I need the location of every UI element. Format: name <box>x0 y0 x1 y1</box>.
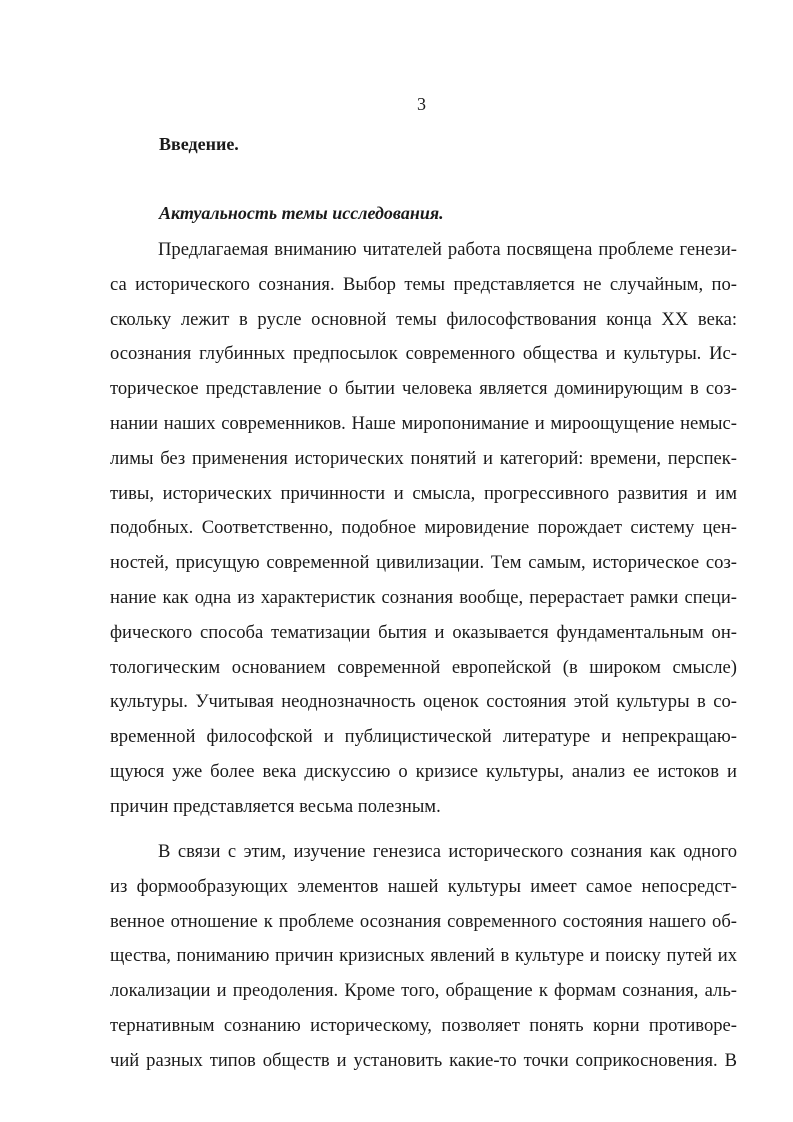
text-line: тивы, исторических причинности и смысла, прогрессивного развития и им <box>110 482 737 504</box>
text-line: чий разных типов обществ и установить какие-то точки соприкосновения. В <box>110 1049 737 1071</box>
text-line: скольку лежит в русле основной темы философствования конца XX века: <box>110 308 737 330</box>
text-line: Предлагаемая вниманию читателей работа посвящена проблеме генези- <box>158 239 737 260</box>
text-line: фического способа тематизации бытия и оказывается фундаментальным он- <box>110 621 737 643</box>
text-line: осознания глубинных предпосылок современного общества и культуры. Ис- <box>110 343 737 365</box>
section-subheading: Актуальность темы исследования. <box>159 203 444 223</box>
text-line: нание как одна из характеристик сознания вообще, перерастает рамки специ- <box>110 586 737 608</box>
section-heading: Введение. <box>159 134 239 154</box>
text-line: венное отношение к проблеме осознания современного состояния нашего об- <box>110 910 737 932</box>
text-line: В связи с этим, изучение генезиса исторического сознания как одного <box>158 841 737 862</box>
paragraph-2 <box>110 835 737 1079</box>
text-line: причин представляется весьма полезным. <box>110 795 441 817</box>
text-line: из формообразующих элементов нашей культуры имеет самое непосредст- <box>110 875 737 897</box>
page-number: 3 <box>417 94 426 114</box>
text-line: щуюся уже более века дискуссию о кризисе культуры, анализ ее истоков и <box>110 760 737 782</box>
text-line: са исторического сознания. Выбор темы представляется не случайным, по- <box>110 273 737 295</box>
text-line: тологическим основанием современной европейской (в широком смысле) <box>110 656 737 678</box>
text-line: временной философской и публицистической литературе и непрекращаю- <box>110 726 737 748</box>
text-line: культуры. Учитывая неоднозначность оценок состояния этой культуры в со- <box>110 691 737 713</box>
paragraph-1 <box>110 233 737 825</box>
text-line: локализации и преодоления. Кроме того, обращение к формам сознания, аль- <box>110 980 737 1002</box>
text-line: торическое представление о бытии человека является доминирующим в соз- <box>110 378 737 400</box>
text-line: щества, пониманию причин кризисных явлений в культуре и поиску путей их <box>110 945 737 967</box>
text-line: подобных. Соответственно, подобное мировидение порождает систему цен- <box>110 517 737 539</box>
text-line: тернативным сознанию историческому, позволяет понять корни противоре- <box>110 1014 737 1036</box>
text-line: нании наших современников. Наше миропонимание и мироощущение немыс- <box>110 412 737 434</box>
text-line: ностей, присущую современной цивилизации. Тем самым, историческое соз- <box>110 552 737 574</box>
text-line: лимы без применения исторических понятий и категорий: времени, перспек- <box>110 447 737 469</box>
